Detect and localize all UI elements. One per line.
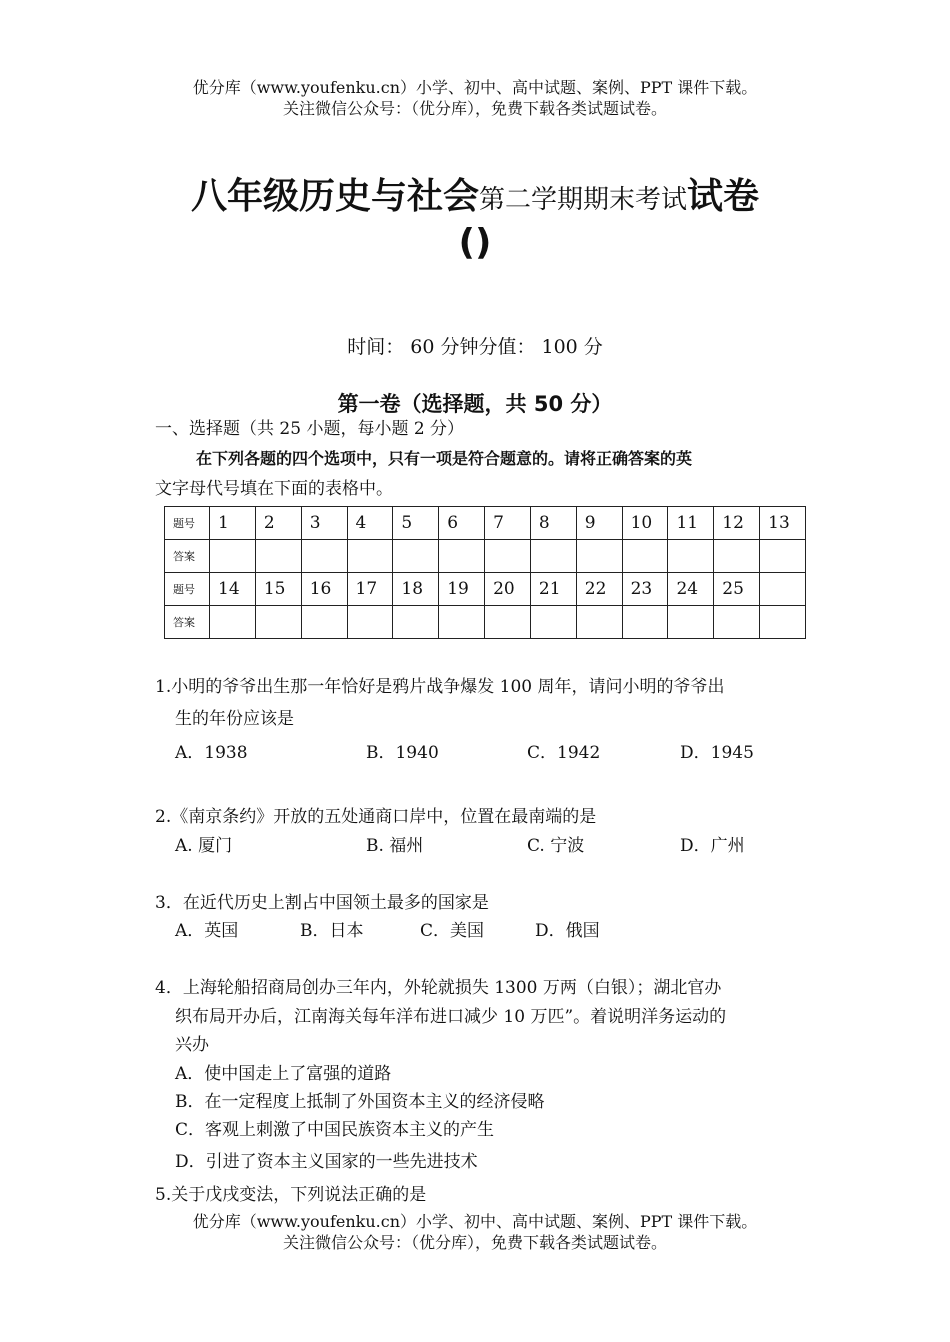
table-cell: 5 <box>393 507 439 540</box>
q1-option-d: D．1945 <box>680 743 754 763</box>
answer-cell[interactable] <box>485 606 531 639</box>
answer-cell[interactable] <box>393 540 439 573</box>
table-cell: 18 <box>393 573 439 606</box>
instruction-bold: 在下列各题的四个选项中，只有一项是符合题意的。请将正确答案的英 <box>196 449 693 468</box>
q4-stem-line-3: 兴办 <box>175 1035 209 1055</box>
table-row <box>165 573 806 606</box>
answer-cell[interactable] <box>622 540 668 573</box>
answer-cell[interactable] <box>576 606 622 639</box>
answer-cell[interactable] <box>668 540 714 573</box>
answer-cell[interactable] <box>530 540 576 573</box>
answer-cell[interactable] <box>210 540 256 573</box>
answer-cell[interactable] <box>255 606 301 639</box>
section-subheading: 一、选择题（共 25 小题，每小题 2 分） <box>155 419 465 439</box>
q1-stem-line-1: 1.小明的爷爷出生那一年恰好是鸦片战争爆发 100 周年，请问小明的爷爷出 <box>155 677 725 697</box>
q4-stem-line-2: 织布局开办后，江南海关每年洋布进口减少 10 万匹”。着说明洋务运动的 <box>175 1007 727 1027</box>
header-line-2: 关注微信公众号：（优分库），免费下载各类试题试卷。 <box>282 99 667 118</box>
table-row <box>165 606 806 639</box>
answer-cell[interactable] <box>714 540 760 573</box>
q5-stem: 5.关于戊戌变法，下列说法正确的是 <box>155 1185 427 1205</box>
answer-cell[interactable] <box>622 606 668 639</box>
q4-option-a: A．使中国走上了富强的道路 <box>175 1064 392 1084</box>
table-cell: 19 <box>439 573 485 606</box>
table-row <box>165 507 806 540</box>
table-cell: 14 <box>210 573 256 606</box>
q1-option-c: C．1942 <box>527 743 601 763</box>
q3-option-a: A．英国 <box>175 921 239 941</box>
answer-cell[interactable] <box>347 606 393 639</box>
q3-option-d: D．俄国 <box>535 921 600 941</box>
section-heading: 第一卷（选择题，共 50 分） <box>337 392 613 416</box>
q1-option-a: A．1938 <box>175 743 248 763</box>
answer-cell[interactable] <box>439 606 485 639</box>
table-cell: 10 <box>622 507 668 540</box>
table-cell: 21 <box>530 573 576 606</box>
answer-cell[interactable] <box>485 540 531 573</box>
q4-option-b: B．在一定程度上抵制了外国资本主义的经济侵略 <box>175 1092 545 1112</box>
table-label: 题号 <box>165 573 210 606</box>
table-cell: 11 <box>668 507 714 540</box>
table-cell: 3 <box>301 507 347 540</box>
title-part-1: 八年级历史与社会 <box>190 176 479 217</box>
table-cell: 24 <box>668 573 714 606</box>
title-part-2: 第二学期期末考试 <box>478 185 687 215</box>
answer-cell[interactable] <box>668 606 714 639</box>
answer-cell[interactable] <box>576 540 622 573</box>
table-label: 答案 <box>165 540 210 573</box>
footer-line-1: 优分库（www.youfenku.cn）小学、初中、高中试题、案例、PPT 课件下载。 <box>192 1212 758 1231</box>
table-cell: 13 <box>760 507 806 540</box>
table-cell: 2 <box>255 507 301 540</box>
answer-cell[interactable] <box>301 540 347 573</box>
q1-stem-line-2: 生的年份应该是 <box>175 709 294 729</box>
table-cell: 9 <box>576 507 622 540</box>
title-part-3: 试卷 <box>687 176 760 217</box>
q2-option-c: C. 宁波 <box>527 836 585 856</box>
table-cell: 4 <box>347 507 393 540</box>
table-cell: 25 <box>714 573 760 606</box>
table-label: 题号 <box>165 507 210 540</box>
answer-cell[interactable] <box>347 540 393 573</box>
header-line-1: 优分库（www.youfenku.cn）小学、初中、高中试题、案例、PPT 课件下载。 <box>192 78 758 97</box>
table-cell: 22 <box>576 573 622 606</box>
page-title <box>0 168 950 219</box>
answer-cell[interactable] <box>439 540 485 573</box>
table-cell: 16 <box>301 573 347 606</box>
answer-cell[interactable] <box>760 606 806 639</box>
q3-option-c: C．美国 <box>420 921 485 941</box>
table-cell: 12 <box>714 507 760 540</box>
q2-option-d: D．广州 <box>680 836 745 856</box>
answer-cell[interactable] <box>393 606 439 639</box>
q2-stem: 2.《南京条约》开放的五处通商口岸中，位置在最南端的是 <box>155 807 597 827</box>
table-cell <box>760 573 806 606</box>
q2-option-b: B. 福州 <box>366 836 424 856</box>
q3-stem: 3．在近代历史上割占中国领土最多的国家是 <box>155 893 489 913</box>
table-cell: 20 <box>485 573 531 606</box>
title-line-2: () <box>458 222 492 263</box>
q1-option-b: B．1940 <box>366 743 439 763</box>
answer-cell[interactable] <box>714 606 760 639</box>
table-cell: 23 <box>622 573 668 606</box>
answer-table <box>164 506 806 639</box>
q4-option-d: D．引进了资本主义国家的一些先进技术 <box>175 1152 478 1172</box>
instruction-rest: 文字母代号填在下面的表格中。 <box>155 479 393 499</box>
answer-cell[interactable] <box>530 606 576 639</box>
answer-cell[interactable] <box>760 540 806 573</box>
q4-stem-line-1: 4．上海轮船招商局创办三年内，外轮就损失 1300 万两（白银）；湖北官办 <box>155 978 722 998</box>
table-cell: 15 <box>255 573 301 606</box>
table-cell: 1 <box>210 507 256 540</box>
table-row <box>165 540 806 573</box>
table-cell: 6 <box>439 507 485 540</box>
exam-info: 时间： 60 分钟分值： 100 分 <box>347 336 603 358</box>
q3-option-b: B．日本 <box>300 921 364 941</box>
table-cell: 7 <box>485 507 531 540</box>
answer-cell[interactable] <box>255 540 301 573</box>
footer-line-2: 关注微信公众号：（优分库），免费下载各类试题试卷。 <box>282 1233 667 1252</box>
q2-option-a: A. 厦门 <box>175 836 233 856</box>
answer-cell[interactable] <box>210 606 256 639</box>
answer-cell[interactable] <box>301 606 347 639</box>
q4-option-c: C．客观上刺激了中国民族资本主义的产生 <box>175 1120 495 1140</box>
table-label: 答案 <box>165 606 210 639</box>
table-cell: 17 <box>347 573 393 606</box>
table-cell: 8 <box>530 507 576 540</box>
